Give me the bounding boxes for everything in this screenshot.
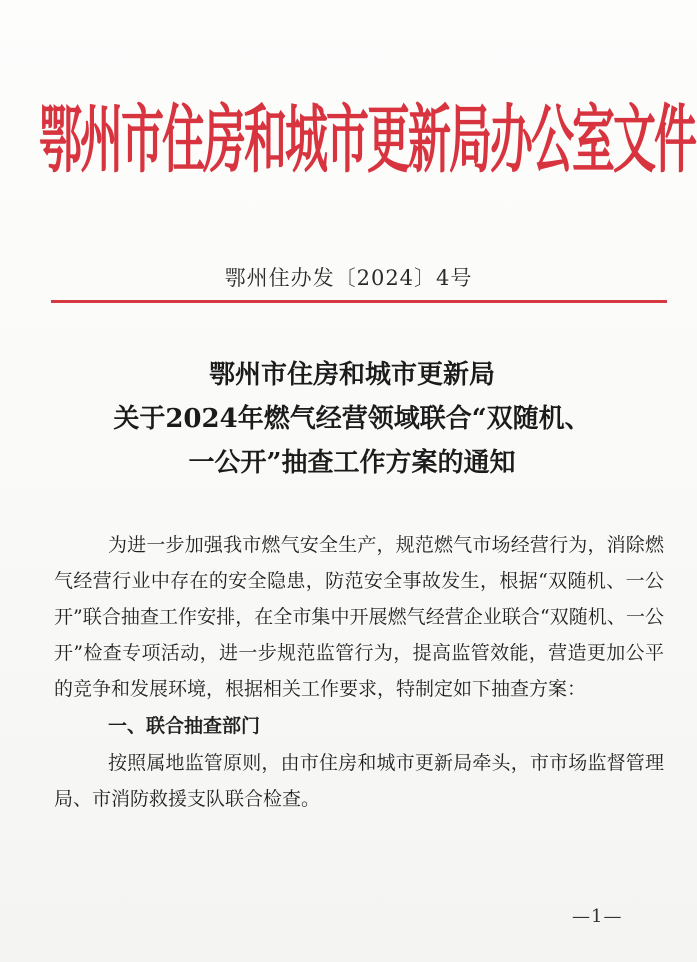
title-line-2: 关于2024年燃气经营领域联合“双随机、 — [113, 404, 591, 434]
document-header-title: 鄂州市住房和城市更新局办公室文件 — [39, 97, 695, 184]
header-divider — [51, 300, 667, 303]
document-number: 鄂州住办发〔2024〕4号 — [224, 266, 473, 290]
section-heading-1: 一、联合抽查部门 — [108, 715, 261, 737]
intro-paragraph: 为进一步加强我市燃气安全生产，规范燃气市场经营行为，消除燃气经营行业中存在的安全隐患，防范安全事故发生，根据“双随机、一公开”联合抽查工作安排，在全市集中开展燃气经营企业联合“双随机、一公开”检查专项活动，进一步规范监管行为，提高监管效能，营造更加公平的竞争和发展环境，根据相关工作要求，特制定如下抽查方案： — [54, 534, 664, 700]
document-body — [54, 527, 664, 817]
section-paragraph-1: 按照属地监管原则，由市住房和城市更新局牵头，市市场监督管理局、市消防救援支队联合检查。 — [54, 752, 664, 810]
page-number: —1— — [572, 906, 623, 927]
document-title — [52, 353, 652, 485]
title-line-1: 鄂州市住房和城市更新局 — [208, 360, 495, 390]
title-line-3: 一公开”抽查工作方案的通知 — [188, 448, 516, 478]
